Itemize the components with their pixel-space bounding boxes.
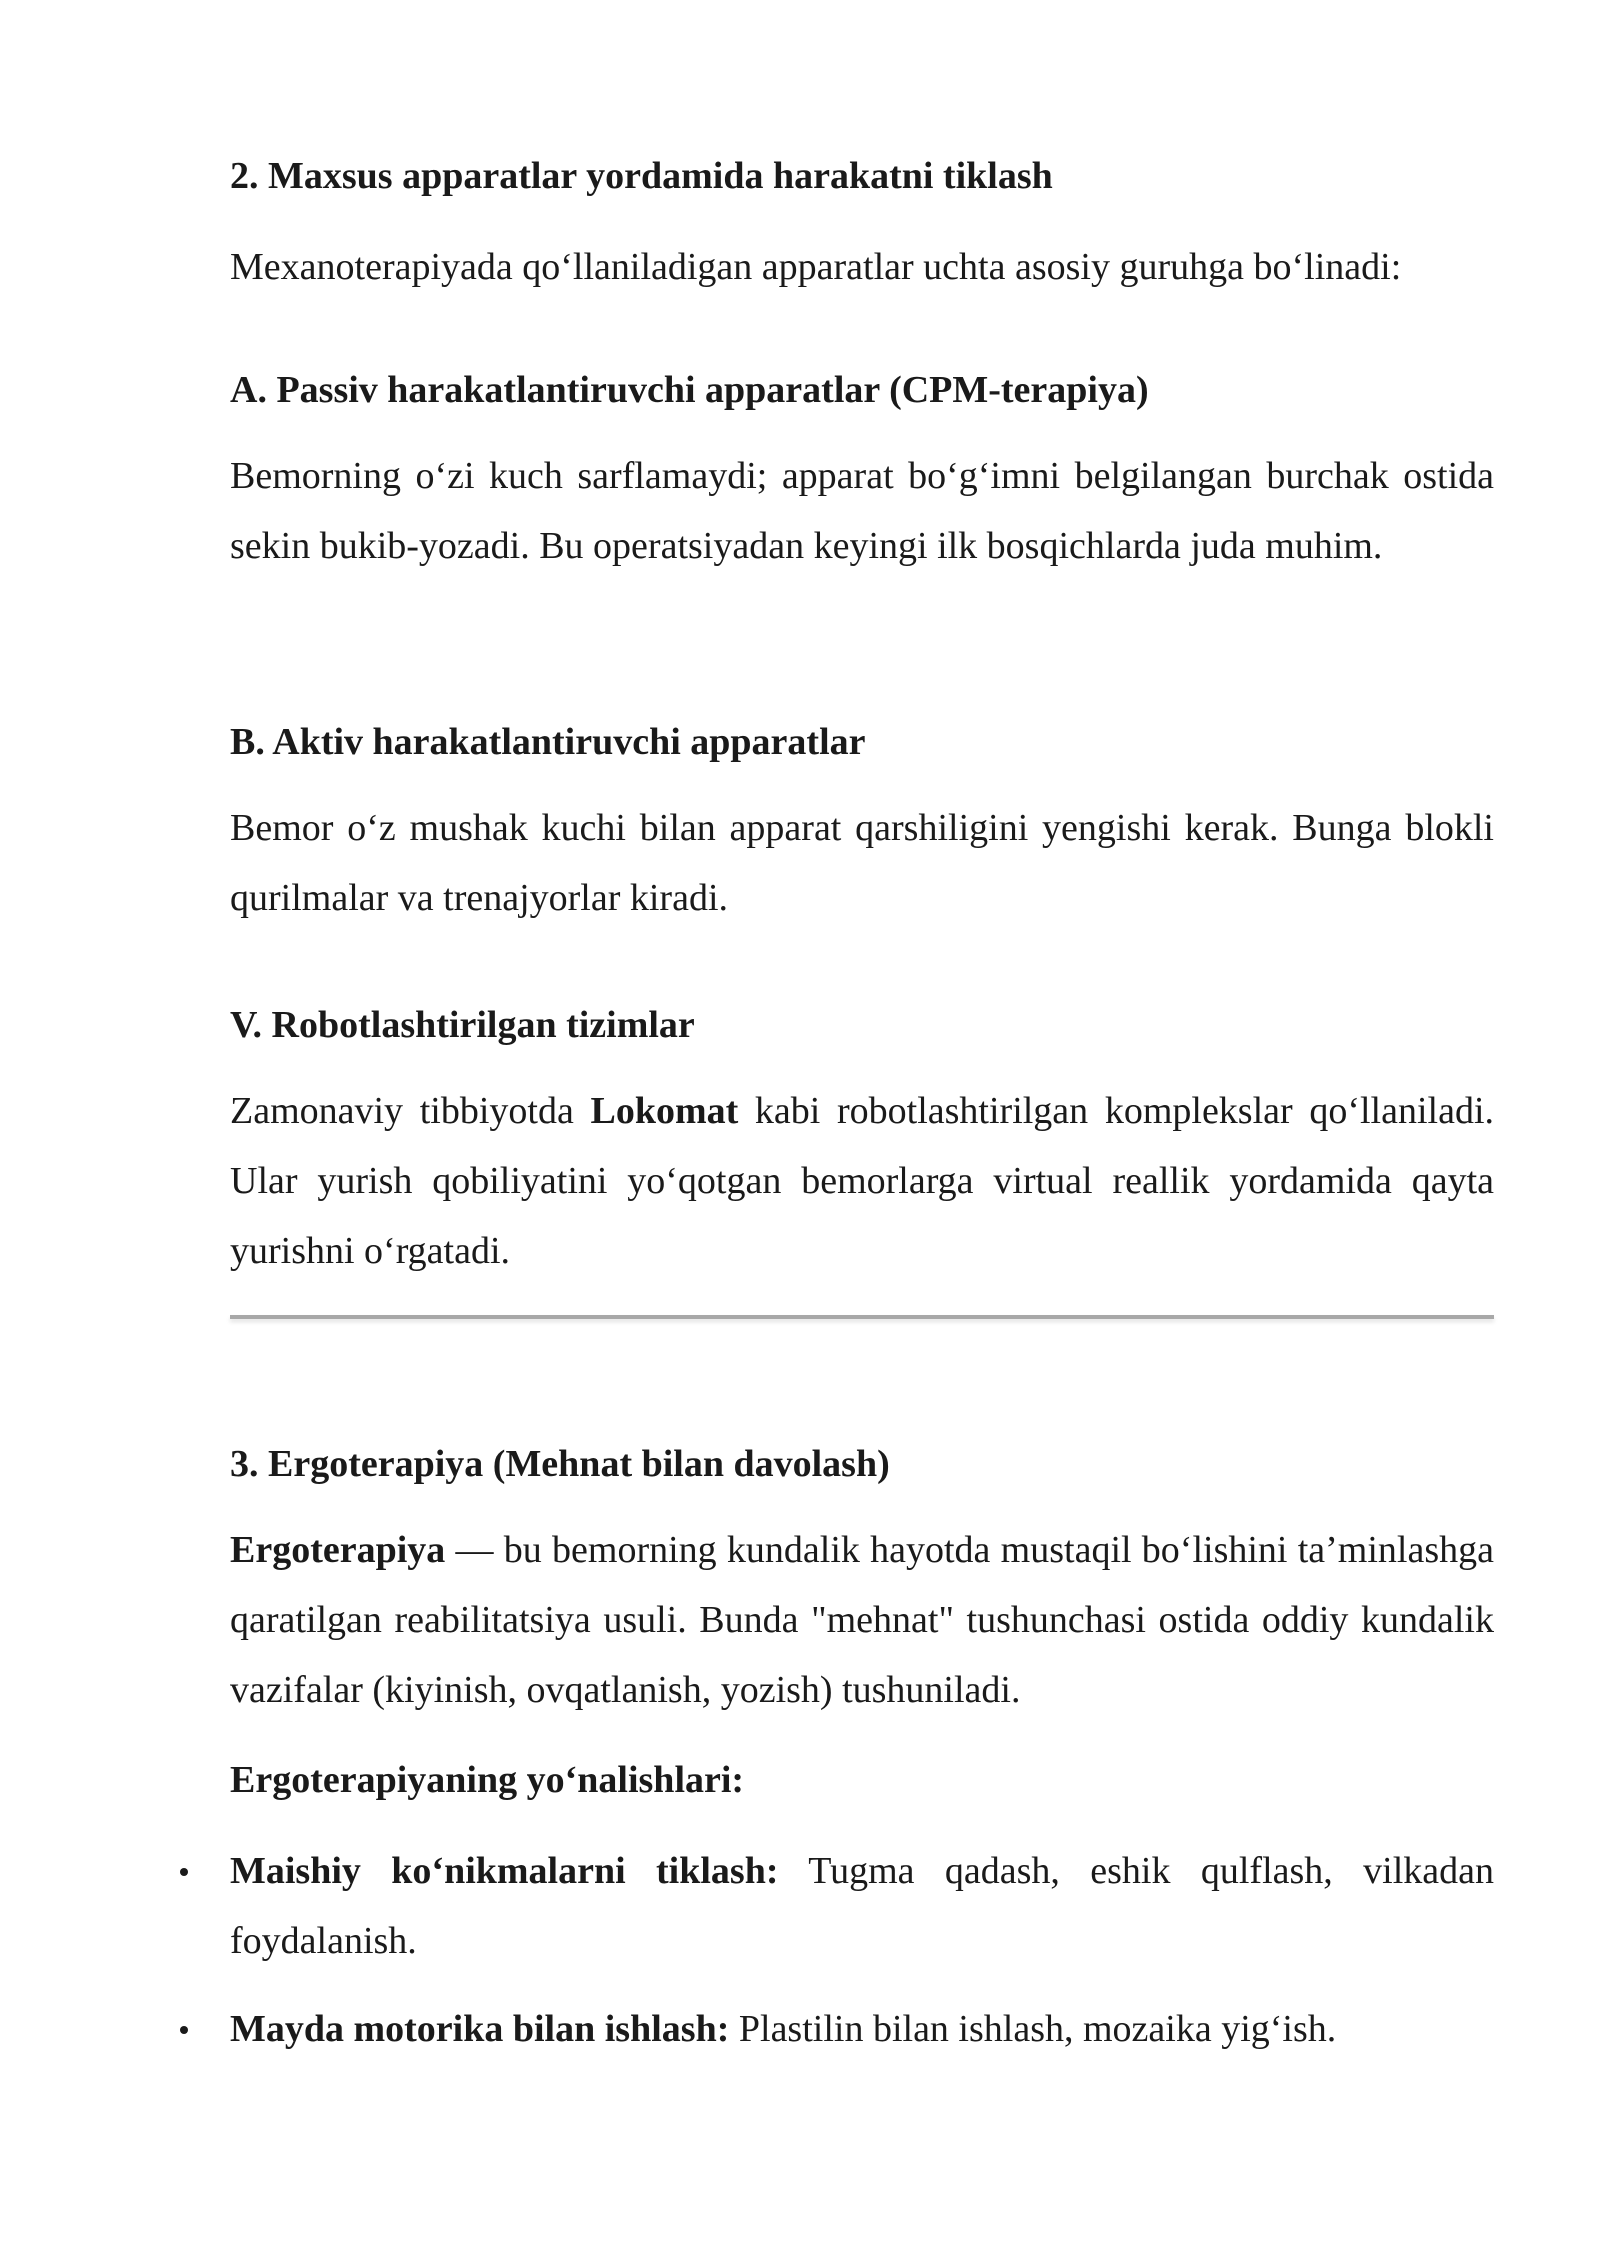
directions-heading: Ergoterapiyaning yo‘nalishlari: <box>230 1759 745 1801</box>
section-2-heading: 2. Maxsus apparatlar yordamida harakatni tiklash <box>230 155 1053 197</box>
ergoterapiya-term: Ergoterapiya <box>230 1529 446 1571</box>
lokomat-term: Lokomat <box>590 1090 739 1132</box>
bullet-icon <box>180 2026 188 2034</box>
bullet-icon <box>180 1868 188 1876</box>
subsection-b-text: Bemor o‘z mushak kuchi bilan apparat qarshiligini yengishi kerak. Bunga blokli qurilmalar va trenajyorlar kiradi. <box>230 807 1494 919</box>
section-3-intro-text: — bu bemorning kundalik hayotda mustaqil bo‘lishini ta’minlashga qaratilgan reabilitatsiya usuli. Bunda "mehnat" tushunchasi ostida oddiy kundalik vazifalar (kiyinish, ovqatlanish, yozish) tushuniladi. <box>230 1529 1494 1711</box>
directions-list <box>230 1836 1494 2082</box>
subsection-v-heading: V. Robotlashtirilgan tizimlar <box>230 1004 695 1046</box>
list-item-text: Tugma qadash, eshik qulflash, vilkadan foydalanish. <box>230 1850 1494 1962</box>
list-item-text: Plastilin bilan ishlash, mozaika yig‘ish. <box>729 2008 1337 2050</box>
list-item-label: Maishiy ko‘nikmalarni tiklash: <box>230 1850 779 1892</box>
subsection-v-text-after: kabi robotlashtirilgan komplekslar qo‘llaniladi. Ular yurish qobiliyatini yo‘qotgan bemorlarga virtual reallik yordamida qayta yurishni o‘rgatadi. <box>230 1090 1495 1272</box>
list-item <box>230 1994 1494 2064</box>
subsection-a-text: Bemorning o‘zi kuch sarflamaydi; apparat bo‘g‘imni belgilangan burchak ostida sekin bukib-yozadi. Bu operatsiyadan keyingi ilk bosqichlarda juda muhim. <box>230 455 1494 567</box>
section-divider <box>230 1315 1494 1319</box>
section-2-intro: Mexanoterapiyada qo‘llaniladigan apparatlar uchta asosiy guruhga bo‘linadi: <box>230 246 1402 288</box>
list-item-label: Mayda motorika bilan ishlash: <box>230 2008 730 2050</box>
list-item <box>230 1836 1494 1976</box>
section-3-intro <box>230 1515 1494 1725</box>
subsection-v-text-before: Zamonaviy tibbiyotda <box>230 1090 591 1132</box>
subsection-v-text <box>230 1076 1494 1286</box>
subsection-b-heading: B. Aktiv harakatlantiruvchi apparatlar <box>230 721 866 763</box>
section-3-heading: 3. Ergoterapiya (Mehnat bilan davolash) <box>230 1443 890 1485</box>
subsection-a-heading: A. Passiv harakatlantiruvchi apparatlar (CPM-terapiya) <box>230 369 1149 411</box>
